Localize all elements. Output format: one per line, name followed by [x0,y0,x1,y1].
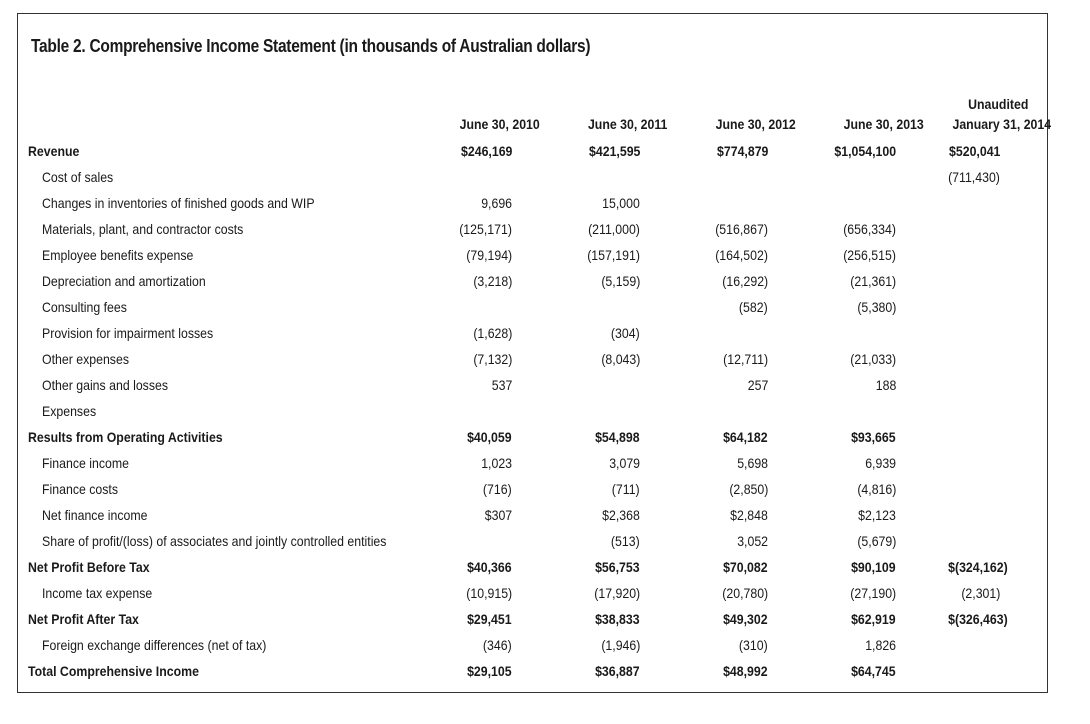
table-cell [684,164,812,190]
table-cell: 3,079 [609,455,640,471]
table-cell [940,320,1044,346]
table-cell [428,164,556,190]
table-cell: (304) [611,325,640,341]
table-cell [940,216,1044,242]
table-cell [684,398,812,424]
table-cell [556,164,684,190]
table-cell: (256,515) [843,247,896,263]
table-cell: $90,109 [851,559,896,575]
column-header-line2: June 30, 2013 [843,116,924,132]
table-row [28,450,1044,476]
table-cell: (17,920) [594,585,640,601]
table-cell: $64,745 [851,663,896,679]
column-header [428,78,556,138]
row-label: Cost of sales [42,169,114,185]
table-row [28,658,1044,684]
table-cell: (157,191) [587,247,640,263]
row-label: Provision for impairment losses [42,325,214,341]
row-label: Income tax expense [42,585,153,601]
table-cell: (513) [611,533,640,549]
table-cell: 6,939 [865,455,896,471]
table-cell: 3,052 [737,533,768,549]
table-cell: $62,919 [851,611,896,627]
row-label: Net Profit After Tax [28,611,139,627]
table-cell: (8,043) [600,351,640,367]
column-header [812,78,940,138]
column-header [684,78,812,138]
row-label: Total Comprehensive Income [28,663,199,679]
table-cell: $2,123 [858,507,896,523]
table-cell: $421,595 [588,143,640,159]
table-cell: $29,451 [467,611,512,627]
row-label: Depreciation and amortization [42,273,206,289]
column-header-line2: June 30, 2012 [715,116,796,132]
column-header-line2: January 31, 2014 [952,116,1052,132]
table-cell: $54,898 [595,429,640,445]
table-cell [428,294,556,320]
table-cell: $38,833 [595,611,640,627]
column-header-row [28,78,1044,138]
table-cell [940,294,1044,320]
table-row [28,164,1044,190]
table-cell: $520,041 [948,143,1000,159]
row-label: Foreign exchange differences (net of tax) [42,637,267,653]
table-cell: $36,887 [595,663,640,679]
table-cell: (21,361) [850,273,896,289]
table-cell: (79,194) [466,247,512,263]
table-cell: $307 [484,507,512,523]
table-cell [684,190,812,216]
table-cell: (7,132) [472,351,512,367]
table-cell: $40,059 [467,429,512,445]
table-cell [556,398,684,424]
table-row [28,424,1044,450]
table-row [28,268,1044,294]
income-statement-table [28,78,1052,684]
table-cell: $49,302 [723,611,768,627]
table-cell: $246,169 [460,143,512,159]
row-label: Employee benefits expense [42,247,194,263]
table-cell: (27,190) [850,585,896,601]
table-cell: (5,679) [856,533,896,549]
table-cell [940,450,1044,476]
table-cell: (12,711) [723,351,768,367]
table-cell: (3,218) [472,273,512,289]
table-row [28,632,1044,658]
table-cell: (716) [483,481,512,497]
table-cell: $774,879 [716,143,768,159]
table-cell: $56,753 [595,559,640,575]
table-cell: (516,867) [715,221,768,237]
table-cell: (711) [612,481,640,497]
table-cell: $70,082 [723,559,768,575]
column-header-line2: June 30, 2011 [587,116,668,132]
row-label: Net finance income [42,507,148,523]
table-cell [940,190,1044,216]
table-row [28,502,1044,528]
table-cell [556,372,684,398]
table-cell [940,242,1044,268]
column-header-line2: June 30, 2010 [459,116,540,132]
row-label: Changes in inventories of finished goods and WIP [42,195,315,211]
table-cell: (2,301) [960,585,1000,601]
table-row [28,372,1044,398]
row-label: Materials, plant, and contractor costs [42,221,244,237]
table-row [28,476,1044,502]
table-cell [428,528,556,554]
column-header [940,78,1052,138]
table-cell: (5,159) [600,273,640,289]
table-cell [556,294,684,320]
table-cell [812,320,940,346]
column-header-line1: Unaudited [968,96,1029,112]
table-frame [17,13,1052,693]
table-cell [812,398,940,424]
table-cell: 1,826 [865,637,896,653]
table-cell: (1,628) [472,325,512,341]
table-row [28,554,1044,580]
row-label: Net Profit Before Tax [28,559,150,575]
table-cell: 257 [747,377,768,393]
table-cell: 1,023 [481,455,512,471]
row-label: Finance costs [42,481,119,497]
table-cell: 537 [491,377,512,393]
table-cell: $48,992 [723,663,768,679]
table-row [28,528,1044,554]
table-cell: $2,368 [602,507,640,523]
table-cell: $29,105 [467,663,512,679]
table-cell [940,658,1044,684]
table-row [28,216,1044,242]
table-cell: 5,698 [737,455,768,471]
table-row [28,346,1044,372]
table-title: Table 2. Comprehensive Income Statement (in thousands of Australian dollars) [31,36,591,56]
table-cell [940,372,1044,398]
row-label: Expenses [42,403,97,419]
table-row [28,580,1044,606]
table-row [28,320,1044,346]
table-cell: (1,946) [600,637,640,653]
table-cell: (125,171) [459,221,512,237]
table-cell: (582) [739,299,768,315]
table-cell: $1,054,100 [834,143,896,159]
table-cell: (711,430) [948,169,1000,185]
table-cell: (211,000) [588,221,640,237]
table-cell: (10,915) [466,585,512,601]
table-cell [940,502,1044,528]
table-cell [940,398,1044,424]
table-cell: (16,292) [722,273,768,289]
table-cell: (656,334) [843,221,896,237]
row-label: Finance income [42,455,129,471]
row-label: Other expenses [42,351,129,367]
table-cell: $2,848 [730,507,768,523]
table-row [28,190,1044,216]
table-cell: 9,696 [481,195,512,211]
table-cell [940,632,1044,658]
table-cell [812,164,940,190]
table-cell: (346) [483,637,512,653]
row-label: Share of profit/(loss) of associates and jointly controlled entities [42,533,387,549]
table-cell [940,424,1044,450]
table-cell [940,476,1044,502]
table-cell [940,528,1044,554]
table-cell: (2,850) [728,481,768,497]
row-label: Revenue [28,143,80,159]
table-cell [428,398,556,424]
table-cell: $93,665 [851,429,896,445]
table-cell [940,268,1044,294]
table-row [28,138,1044,164]
table-cell: 15,000 [602,195,640,211]
table-cell: $64,182 [723,429,768,445]
table-cell: (310) [739,637,768,653]
table-cell: $40,366 [467,559,512,575]
table-cell: $(326,463) [948,611,1008,627]
label-column-header [28,78,428,138]
table-row [28,294,1044,320]
row-label: Other gains and losses [42,377,169,393]
table-cell: $(324,162) [948,559,1008,575]
table-cell [684,320,812,346]
column-header [556,78,684,138]
table-cell: (164,502) [715,247,768,263]
table-cell: (5,380) [856,299,896,315]
table-cell: (20,780) [722,585,768,601]
row-label: Results from Operating Activities [28,429,223,445]
table-row [28,606,1044,632]
row-label: Consulting fees [42,299,127,315]
table-cell: 188 [875,377,896,393]
table-row [28,398,1044,424]
table-cell [940,346,1044,372]
table-cell: (21,033) [850,351,896,367]
table-cell: (4,816) [856,481,896,497]
table-row [28,242,1044,268]
table-cell [812,190,940,216]
